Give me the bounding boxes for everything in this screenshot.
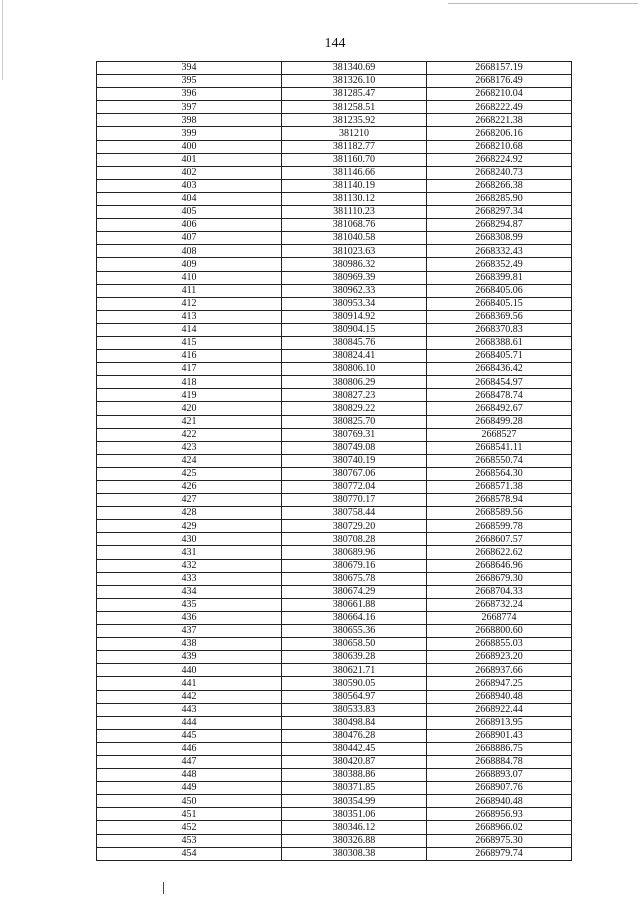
y-coordinate-cell: 2668541.11 — [427, 441, 572, 454]
point-number-cell: 454 — [97, 847, 282, 860]
x-coordinate-cell: 381040.58 — [282, 232, 427, 245]
margin-mark — [163, 882, 164, 894]
table-row — [97, 415, 572, 428]
y-coordinate-cell: 2668222.49 — [427, 101, 572, 114]
table-row — [97, 454, 572, 467]
y-coordinate-cell: 2668352.49 — [427, 258, 572, 271]
table-row — [97, 677, 572, 690]
point-number-cell: 433 — [97, 572, 282, 585]
point-number-cell: 397 — [97, 101, 282, 114]
point-number-cell: 453 — [97, 834, 282, 847]
coordinate-table-body — [97, 62, 572, 861]
table-row — [97, 546, 572, 559]
point-number-cell: 446 — [97, 742, 282, 755]
y-coordinate-cell: 2668886.75 — [427, 742, 572, 755]
table-row — [97, 572, 572, 585]
y-coordinate-cell: 2668210.04 — [427, 88, 572, 101]
table-row — [97, 598, 572, 611]
table-row — [97, 625, 572, 638]
point-number-cell: 409 — [97, 258, 282, 271]
x-coordinate-cell: 380767.06 — [282, 467, 427, 480]
y-coordinate-cell: 2668294.87 — [427, 219, 572, 232]
point-number-cell: 450 — [97, 795, 282, 808]
table-row — [97, 481, 572, 494]
point-number-cell: 417 — [97, 363, 282, 376]
point-number-cell: 411 — [97, 284, 282, 297]
table-row — [97, 363, 572, 376]
y-coordinate-cell: 2668956.93 — [427, 808, 572, 821]
x-coordinate-cell: 380953.34 — [282, 297, 427, 310]
y-coordinate-cell: 2668599.78 — [427, 520, 572, 533]
scan-artifact-line — [448, 3, 638, 4]
table-row — [97, 389, 572, 402]
x-coordinate-cell: 380420.87 — [282, 755, 427, 768]
y-coordinate-cell: 2668221.38 — [427, 114, 572, 127]
x-coordinate-cell: 380769.31 — [282, 428, 427, 441]
table-row — [97, 507, 572, 520]
x-coordinate-cell: 380825.70 — [282, 415, 427, 428]
point-number-cell: 451 — [97, 808, 282, 821]
point-number-cell: 421 — [97, 415, 282, 428]
table-row — [97, 258, 572, 271]
x-coordinate-cell: 380564.97 — [282, 690, 427, 703]
x-coordinate-cell: 380476.28 — [282, 729, 427, 742]
point-number-cell: 412 — [97, 297, 282, 310]
y-coordinate-cell: 2668679.30 — [427, 572, 572, 585]
x-coordinate-cell: 380661.88 — [282, 598, 427, 611]
table-row — [97, 585, 572, 598]
point-number-cell: 437 — [97, 625, 282, 638]
x-coordinate-cell: 380675.78 — [282, 572, 427, 585]
table-row — [97, 310, 572, 323]
point-number-cell: 452 — [97, 821, 282, 834]
y-coordinate-cell: 2668922.44 — [427, 703, 572, 716]
y-coordinate-cell: 2668940.48 — [427, 690, 572, 703]
y-coordinate-cell: 2668405.15 — [427, 297, 572, 310]
x-coordinate-cell: 381182.77 — [282, 140, 427, 153]
y-coordinate-cell: 2668893.07 — [427, 769, 572, 782]
y-coordinate-cell: 2668332.43 — [427, 245, 572, 258]
table-row — [97, 376, 572, 389]
table-row — [97, 441, 572, 454]
y-coordinate-cell: 2668370.83 — [427, 323, 572, 336]
table-row — [97, 494, 572, 507]
y-coordinate-cell: 2668704.33 — [427, 585, 572, 598]
table-row — [97, 651, 572, 664]
point-number-cell: 447 — [97, 755, 282, 768]
table-row — [97, 179, 572, 192]
x-coordinate-cell: 380806.29 — [282, 376, 427, 389]
point-number-cell: 431 — [97, 546, 282, 559]
table-row — [97, 782, 572, 795]
x-coordinate-cell: 380388.86 — [282, 769, 427, 782]
table-row — [97, 559, 572, 572]
point-number-cell: 414 — [97, 323, 282, 336]
table-row — [97, 297, 572, 310]
x-coordinate-cell: 381023.63 — [282, 245, 427, 258]
table-row — [97, 88, 572, 101]
x-coordinate-cell: 380962.33 — [282, 284, 427, 297]
x-coordinate-cell: 380308.38 — [282, 847, 427, 860]
y-coordinate-cell: 2668947.25 — [427, 677, 572, 690]
y-coordinate-cell: 2668979.74 — [427, 847, 572, 860]
y-coordinate-cell: 2668224.92 — [427, 153, 572, 166]
x-coordinate-cell: 381258.51 — [282, 101, 427, 114]
table-row — [97, 428, 572, 441]
x-coordinate-cell: 380590.05 — [282, 677, 427, 690]
table-row — [97, 62, 572, 75]
point-number-cell: 428 — [97, 507, 282, 520]
table-row — [97, 716, 572, 729]
table-row — [97, 402, 572, 415]
y-coordinate-cell: 2668492.67 — [427, 402, 572, 415]
point-number-cell: 434 — [97, 585, 282, 598]
y-coordinate-cell: 2668550.74 — [427, 454, 572, 467]
table-row — [97, 206, 572, 219]
x-coordinate-cell: 380658.50 — [282, 638, 427, 651]
y-coordinate-cell: 2668454.97 — [427, 376, 572, 389]
point-number-cell: 395 — [97, 75, 282, 88]
x-coordinate-cell: 380679.16 — [282, 559, 427, 572]
table-row — [97, 742, 572, 755]
x-coordinate-cell: 380969.39 — [282, 271, 427, 284]
x-coordinate-cell: 380729.20 — [282, 520, 427, 533]
y-coordinate-cell: 2668923.20 — [427, 651, 572, 664]
x-coordinate-cell: 380827.23 — [282, 389, 427, 402]
point-number-cell: 394 — [97, 62, 282, 75]
y-coordinate-cell: 2668308.99 — [427, 232, 572, 245]
point-number-cell: 418 — [97, 376, 282, 389]
point-number-cell: 422 — [97, 428, 282, 441]
table-row — [97, 245, 572, 258]
x-coordinate-cell: 380371.85 — [282, 782, 427, 795]
table-row — [97, 153, 572, 166]
table-row — [97, 664, 572, 677]
y-coordinate-cell: 2668855.03 — [427, 638, 572, 651]
x-coordinate-cell: 381140.19 — [282, 179, 427, 192]
table-row — [97, 232, 572, 245]
point-number-cell: 400 — [97, 140, 282, 153]
y-coordinate-cell: 2668800.60 — [427, 625, 572, 638]
point-number-cell: 416 — [97, 350, 282, 363]
x-coordinate-cell: 381146.66 — [282, 166, 427, 179]
x-coordinate-cell: 380689.96 — [282, 546, 427, 559]
point-number-cell: 426 — [97, 481, 282, 494]
y-coordinate-cell: 2668157.19 — [427, 62, 572, 75]
y-coordinate-cell: 2668176.49 — [427, 75, 572, 88]
y-coordinate-cell: 2668240.73 — [427, 166, 572, 179]
x-coordinate-cell: 381160.70 — [282, 153, 427, 166]
x-coordinate-cell: 380845.76 — [282, 336, 427, 349]
point-number-cell: 415 — [97, 336, 282, 349]
table-row — [97, 284, 572, 297]
point-number-cell: 424 — [97, 454, 282, 467]
table-row — [97, 140, 572, 153]
y-coordinate-cell: 2668564.30 — [427, 467, 572, 480]
y-coordinate-cell: 2668388.61 — [427, 336, 572, 349]
table-row — [97, 114, 572, 127]
point-number-cell: 396 — [97, 88, 282, 101]
table-row — [97, 127, 572, 140]
point-number-cell: 410 — [97, 271, 282, 284]
point-number-cell: 429 — [97, 520, 282, 533]
x-coordinate-cell: 380986.32 — [282, 258, 427, 271]
table-row — [97, 769, 572, 782]
x-coordinate-cell: 381285.47 — [282, 88, 427, 101]
point-number-cell: 427 — [97, 494, 282, 507]
x-coordinate-cell: 380914.92 — [282, 310, 427, 323]
table-row — [97, 611, 572, 624]
y-coordinate-cell: 2668975.30 — [427, 834, 572, 847]
x-coordinate-cell: 380749.08 — [282, 441, 427, 454]
point-number-cell: 408 — [97, 245, 282, 258]
y-coordinate-cell: 2668913.95 — [427, 716, 572, 729]
table-row — [97, 219, 572, 232]
x-coordinate-cell: 380655.36 — [282, 625, 427, 638]
x-coordinate-cell: 381235.92 — [282, 114, 427, 127]
x-coordinate-cell: 380326.88 — [282, 834, 427, 847]
table-row — [97, 533, 572, 546]
point-number-cell: 443 — [97, 703, 282, 716]
y-coordinate-cell: 2668774 — [427, 611, 572, 624]
x-coordinate-cell: 380824.41 — [282, 350, 427, 363]
x-coordinate-cell: 381068.76 — [282, 219, 427, 232]
x-coordinate-cell: 381110.23 — [282, 206, 427, 219]
point-number-cell: 401 — [97, 153, 282, 166]
point-number-cell: 405 — [97, 206, 282, 219]
y-coordinate-cell: 2668940.48 — [427, 795, 572, 808]
x-coordinate-cell: 380621.71 — [282, 664, 427, 677]
y-coordinate-cell: 2668266.38 — [427, 179, 572, 192]
point-number-cell: 448 — [97, 769, 282, 782]
point-number-cell: 419 — [97, 389, 282, 402]
y-coordinate-cell: 2668571.38 — [427, 481, 572, 494]
y-coordinate-cell: 2668907.76 — [427, 782, 572, 795]
y-coordinate-cell: 2668646.96 — [427, 559, 572, 572]
point-number-cell: 430 — [97, 533, 282, 546]
table-row — [97, 192, 572, 205]
point-number-cell: 406 — [97, 219, 282, 232]
point-number-cell: 420 — [97, 402, 282, 415]
point-number-cell: 449 — [97, 782, 282, 795]
point-number-cell: 445 — [97, 729, 282, 742]
table-row — [97, 520, 572, 533]
x-coordinate-cell: 380904.15 — [282, 323, 427, 336]
y-coordinate-cell: 2668901.43 — [427, 729, 572, 742]
y-coordinate-cell: 2668399.81 — [427, 271, 572, 284]
point-number-cell: 403 — [97, 179, 282, 192]
table-row — [97, 690, 572, 703]
y-coordinate-cell: 2668578.94 — [427, 494, 572, 507]
point-number-cell: 399 — [97, 127, 282, 140]
y-coordinate-cell: 2668297.34 — [427, 206, 572, 219]
y-coordinate-cell: 2668369.56 — [427, 310, 572, 323]
point-number-cell: 425 — [97, 467, 282, 480]
x-coordinate-cell: 380708.28 — [282, 533, 427, 546]
coordinate-table — [96, 61, 572, 861]
x-coordinate-cell: 381340.69 — [282, 62, 427, 75]
point-number-cell: 438 — [97, 638, 282, 651]
y-coordinate-cell: 2668589.56 — [427, 507, 572, 520]
y-coordinate-cell: 2668405.71 — [427, 350, 572, 363]
point-number-cell: 442 — [97, 690, 282, 703]
table-row — [97, 271, 572, 284]
x-coordinate-cell: 380354.99 — [282, 795, 427, 808]
table-row — [97, 703, 572, 716]
table-row — [97, 467, 572, 480]
y-coordinate-cell: 2668285.90 — [427, 192, 572, 205]
y-coordinate-cell: 2668478.74 — [427, 389, 572, 402]
table-row — [97, 166, 572, 179]
point-number-cell: 413 — [97, 310, 282, 323]
x-coordinate-cell: 380758.44 — [282, 507, 427, 520]
point-number-cell: 436 — [97, 611, 282, 624]
table-row — [97, 847, 572, 860]
point-number-cell: 444 — [97, 716, 282, 729]
x-coordinate-cell: 380806.10 — [282, 363, 427, 376]
x-coordinate-cell: 381210 — [282, 127, 427, 140]
x-coordinate-cell: 380351.06 — [282, 808, 427, 821]
x-coordinate-cell: 380674.29 — [282, 585, 427, 598]
point-number-cell: 435 — [97, 598, 282, 611]
x-coordinate-cell: 381326.10 — [282, 75, 427, 88]
point-number-cell: 407 — [97, 232, 282, 245]
y-coordinate-cell: 2668405.06 — [427, 284, 572, 297]
x-coordinate-cell: 380740.19 — [282, 454, 427, 467]
table-row — [97, 834, 572, 847]
table-row — [97, 755, 572, 768]
point-number-cell: 398 — [97, 114, 282, 127]
page-number: 144 — [324, 36, 346, 51]
x-coordinate-cell: 380664.16 — [282, 611, 427, 624]
table-row — [97, 808, 572, 821]
table-row — [97, 350, 572, 363]
y-coordinate-cell: 2668527 — [427, 428, 572, 441]
y-coordinate-cell: 2668622.62 — [427, 546, 572, 559]
y-coordinate-cell: 2668607.57 — [427, 533, 572, 546]
x-coordinate-cell: 381130.12 — [282, 192, 427, 205]
point-number-cell: 439 — [97, 651, 282, 664]
y-coordinate-cell: 2668937.66 — [427, 664, 572, 677]
point-number-cell: 402 — [97, 166, 282, 179]
point-number-cell: 440 — [97, 664, 282, 677]
point-number-cell: 441 — [97, 677, 282, 690]
table-row — [97, 821, 572, 834]
table-row — [97, 336, 572, 349]
table-row — [97, 795, 572, 808]
x-coordinate-cell: 380442.45 — [282, 742, 427, 755]
y-coordinate-cell: 2668206.16 — [427, 127, 572, 140]
table-row — [97, 75, 572, 88]
x-coordinate-cell: 380346.12 — [282, 821, 427, 834]
x-coordinate-cell: 380829.22 — [282, 402, 427, 415]
x-coordinate-cell: 380770.17 — [282, 494, 427, 507]
point-number-cell: 423 — [97, 441, 282, 454]
y-coordinate-cell: 2668499.28 — [427, 415, 572, 428]
y-coordinate-cell: 2668732.24 — [427, 598, 572, 611]
y-coordinate-cell: 2668436.42 — [427, 363, 572, 376]
x-coordinate-cell: 380639.28 — [282, 651, 427, 664]
table-row — [97, 729, 572, 742]
table-row — [97, 323, 572, 336]
y-coordinate-cell: 2668884.78 — [427, 755, 572, 768]
table-row — [97, 101, 572, 114]
x-coordinate-cell: 380772.04 — [282, 481, 427, 494]
point-number-cell: 432 — [97, 559, 282, 572]
x-coordinate-cell: 380533.83 — [282, 703, 427, 716]
table-row — [97, 638, 572, 651]
y-coordinate-cell: 2668210.68 — [427, 140, 572, 153]
x-coordinate-cell: 380498.84 — [282, 716, 427, 729]
point-number-cell: 404 — [97, 192, 282, 205]
y-coordinate-cell: 2668966.02 — [427, 821, 572, 834]
